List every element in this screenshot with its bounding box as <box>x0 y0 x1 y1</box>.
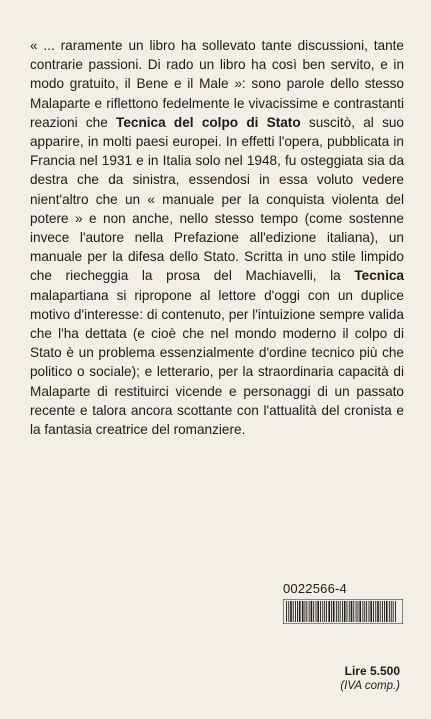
barcode <box>283 599 403 624</box>
vat-note: (IVA comp.) <box>340 680 400 692</box>
barcode-bar <box>370 601 372 622</box>
barcode-bar <box>313 601 314 622</box>
barcode-bar <box>349 601 350 622</box>
barcode-bar <box>391 601 392 622</box>
book-title-bold: Tecnica del colpo di Stato <box>116 114 301 130</box>
barcode-bar <box>316 601 317 622</box>
blurb-part-2: suscitò, al suo apparire, in molti paesi europei. In effetti l'opera, pubblicata in Francia nel 1931 e in Italia solo nel 1948, fu osteggiata sia da destra che da sinistra, essendosi in essa voluto vedere nient'altro che un « manuale per la conquista violenta del potere » e non anche, nello stesso tempo (come sostenne invece l'autore nella Prefazione all'edizione italiana), un manuale per la difesa dello Stato. Scritta in uno stile limpido che riecheggia la prosa del Machiavelli, la <box>30 114 404 284</box>
barcode-bar <box>373 601 374 622</box>
barcode-bar <box>359 601 361 622</box>
barcode-bar <box>375 601 376 622</box>
barcode-bar <box>395 601 396 622</box>
barcode-bar <box>377 601 379 622</box>
barcode-bar <box>347 601 348 622</box>
barcode-bar <box>344 601 346 622</box>
barcode-bar <box>299 601 301 622</box>
barcode-bar <box>384 601 385 622</box>
barcode-bar <box>386 601 388 622</box>
barcode-bar <box>380 601 381 622</box>
barcode-bar <box>326 601 327 622</box>
barcode-bar <box>286 601 287 622</box>
blurb-part-3: malapartiana si ripropone al lettore d'oggi con un duplice motivo d'interesse: di contenuto, per l'intuizione sempre valida che l'ha dettata (e cioè che nel mondo moderno il colpo di Stato è un problema essenzialmente d'ordine tecnico più che politico o sociale); e letterario, per la straordinaria capacità di Malaparte di restituirci vicende e personaggi di un passato recente e talora ancora scottante con l'attualità del cronista e la fantasia creatrice del romanziere. <box>30 287 404 438</box>
barcode-bar <box>364 601 365 622</box>
barcode-bar <box>338 601 339 622</box>
barcode-bar <box>306 601 307 622</box>
barcode-bar <box>311 601 313 622</box>
barcode-bar <box>356 601 357 622</box>
barcode-bar <box>336 601 337 622</box>
barcode-bar <box>389 601 390 622</box>
isbn-code: 0022566-4 <box>283 581 347 596</box>
blurb-text <box>30 36 404 439</box>
barcode-bar <box>351 601 353 622</box>
barcode-bar <box>369 601 370 622</box>
barcode-bar <box>290 601 292 622</box>
barcode-bar <box>333 601 335 622</box>
barcode-bar <box>322 601 323 622</box>
barcode-bar <box>320 601 321 622</box>
barcode-bar <box>382 601 383 622</box>
barcode-bar <box>293 601 294 622</box>
barcode-bar <box>342 601 343 622</box>
barcode-bar <box>362 601 363 622</box>
barcode-bar <box>358 601 359 622</box>
barcode-bar <box>317 601 319 622</box>
blurb-part-1: « ... raramente un libro ha sollevato tante discussioni, tante contrarie passioni. Di rado un libro ha così ben servito, e in modo gratuito, il Bene e il Male »: sono parole dello stesso Malaparte e riflettono fedelmente le vivacissime e contrastanti reazioni che <box>30 38 404 130</box>
barcode-bar <box>393 601 394 622</box>
barcode-bar <box>366 601 367 622</box>
barcode-bar <box>297 601 298 622</box>
barcode-bar <box>302 601 304 622</box>
barcode-bar <box>353 601 354 622</box>
barcode-bar <box>324 601 325 622</box>
barcode-bar <box>288 601 289 622</box>
barcode-bar <box>309 601 310 622</box>
barcode-bar <box>295 601 296 622</box>
book-short-title-bold: Tecnica <box>354 268 404 284</box>
barcode-bar <box>305 601 306 622</box>
barcode-bar <box>328 601 330 622</box>
price-label: Lire 5.500 <box>344 664 400 678</box>
barcode-bar <box>340 601 341 622</box>
barcode-bar <box>331 601 332 622</box>
